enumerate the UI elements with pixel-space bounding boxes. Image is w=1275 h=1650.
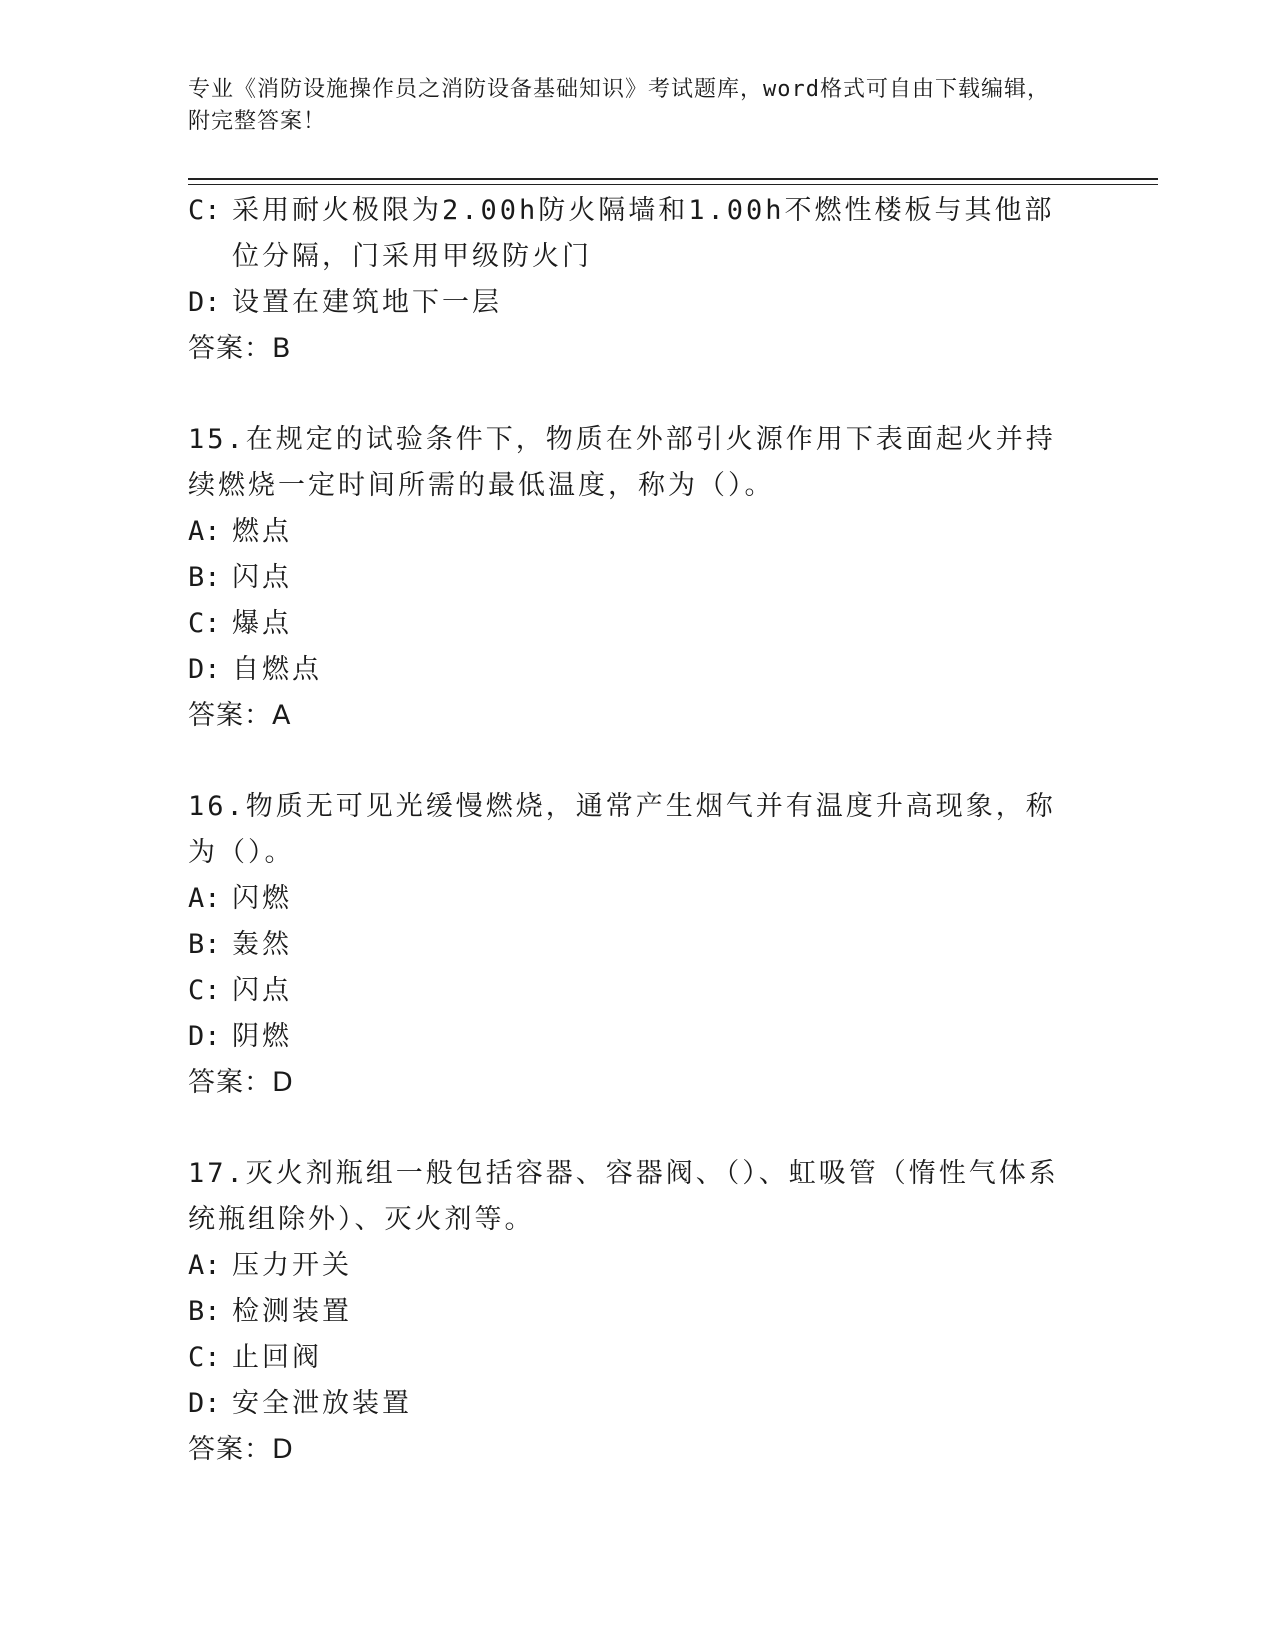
option-d — [188, 1381, 1078, 1427]
option-key: B: — [188, 929, 221, 960]
option-text: 自燃点 — [232, 654, 322, 685]
option-c — [188, 188, 1078, 280]
question-14-continued — [188, 188, 1078, 372]
option-text: 阴燃 — [232, 1021, 292, 1052]
option-c — [188, 968, 1078, 1014]
option-text: 安全泄放装置 — [232, 1388, 412, 1419]
option-key: A: — [188, 883, 221, 914]
question-stem: 17.灭火剂瓶组一般包括容器、容器阀、（）、虹吸管（惰性气体系统瓶组除外）、灭火剂等。 — [188, 1158, 1059, 1235]
option-b — [188, 555, 1078, 601]
spacer — [188, 1106, 1078, 1151]
question-17 — [188, 1151, 1078, 1473]
option-a — [188, 509, 1078, 555]
option-key: A: — [188, 1250, 221, 1281]
option-d — [188, 1014, 1078, 1060]
option-key: C: — [188, 1342, 221, 1373]
option-key: D: — [188, 287, 221, 318]
header-divider — [188, 178, 1158, 180]
option-key: D: — [188, 654, 221, 685]
option-text: 设置在建筑地下一层 — [232, 287, 502, 318]
option-text: 爆点 — [232, 608, 292, 639]
option-text: 燃点 — [232, 516, 292, 547]
option-key: C: — [188, 195, 221, 226]
question-15 — [188, 417, 1078, 739]
option-text: 压力开关 — [232, 1250, 352, 1281]
option-a — [188, 1243, 1078, 1289]
option-key: D: — [188, 1388, 221, 1419]
option-text: 闪点 — [232, 975, 292, 1006]
option-text: 闪燃 — [232, 883, 292, 914]
option-text: 轰然 — [232, 929, 292, 960]
option-text: 检测装置 — [232, 1296, 352, 1327]
option-text: 闪点 — [232, 562, 292, 593]
question-stem: 16.物质无可见光缓慢燃烧，通常产生烟气并有温度升高现象，称为（）。 — [188, 791, 1056, 868]
option-b — [188, 1289, 1078, 1335]
option-a — [188, 876, 1078, 922]
option-key: D: — [188, 1021, 221, 1052]
option-c — [188, 601, 1078, 647]
option-c — [188, 1335, 1078, 1381]
option-d — [188, 647, 1078, 693]
option-key: A: — [188, 516, 221, 547]
spacer — [188, 372, 1078, 417]
question-16 — [188, 784, 1078, 1106]
answer-line: 答案：B — [188, 333, 292, 364]
header-divider-thin — [188, 184, 1158, 185]
answer-line: 答案：D — [188, 1067, 294, 1098]
option-key: C: — [188, 608, 221, 639]
option-key: B: — [188, 562, 221, 593]
option-b — [188, 922, 1078, 968]
answer-line: 答案：D — [188, 1434, 294, 1465]
question-stem: 15.在规定的试验条件下，物质在外部引火源作用下表面起火并持续燃烧一定时间所需的最低温度，称为（）。 — [188, 424, 1056, 501]
option-text: 止回阀 — [232, 1342, 322, 1373]
spacer — [188, 739, 1078, 784]
document-body — [188, 188, 1078, 1473]
option-d — [188, 280, 1078, 326]
answer-line: 答案：A — [188, 700, 292, 731]
option-key: B: — [188, 1296, 221, 1327]
option-text: 采用耐火极限为2.00h防火隔墙和1.00h不燃性楼板与其他部位分隔，门采用甲级防火门 — [232, 195, 1055, 272]
option-key: C: — [188, 975, 221, 1006]
page-header: 专业《消防设施操作员之消防设备基础知识》考试题库，word格式可自由下载编辑，附完整答案！ — [188, 77, 1050, 134]
